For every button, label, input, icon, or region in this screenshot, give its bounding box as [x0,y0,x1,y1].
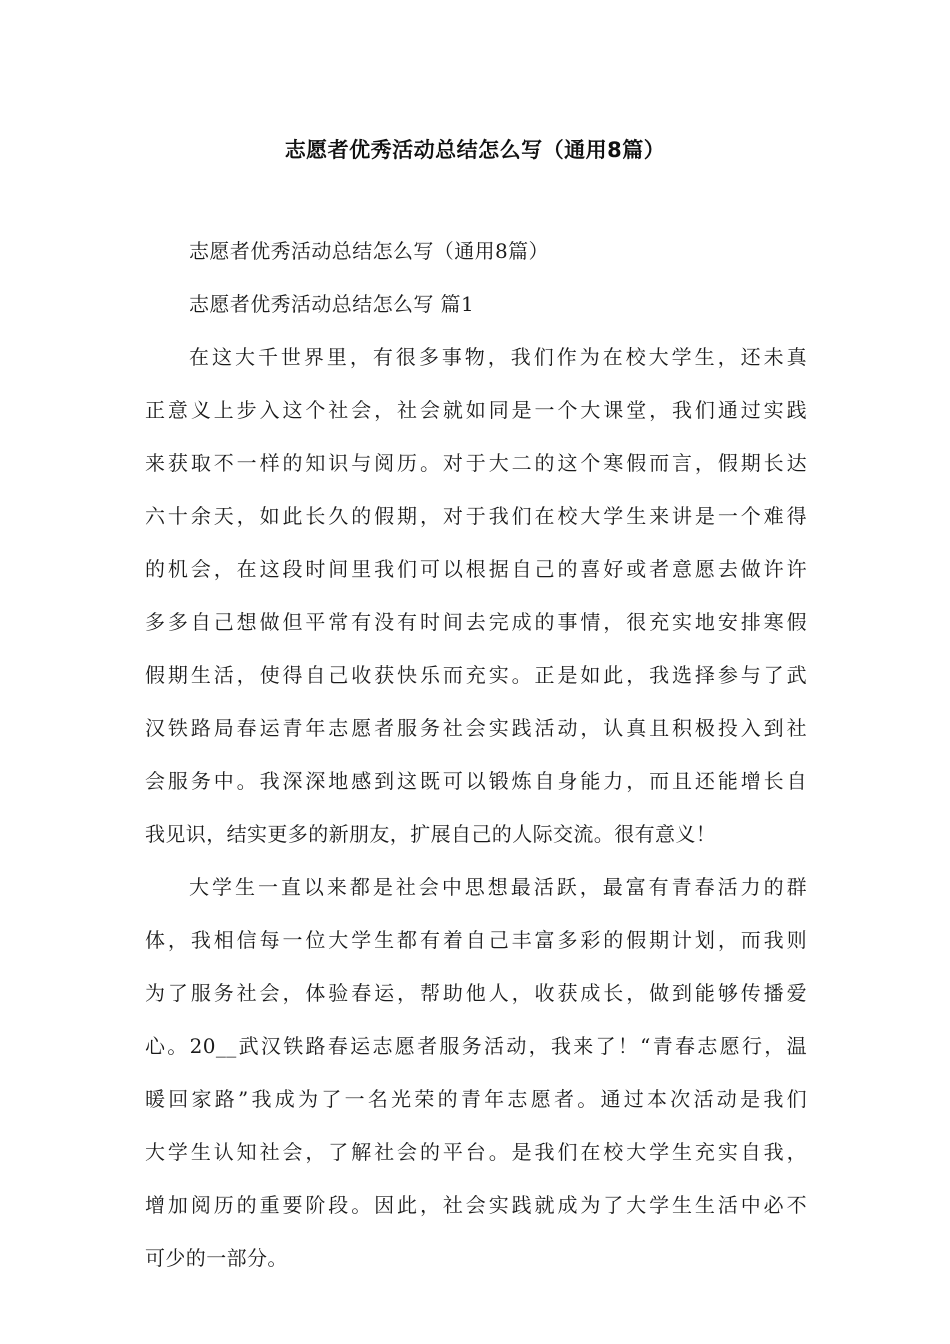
paragraph-line: 我见识，结实更多的新朋友，扩展自己的人际交流。很有意义！ [145,822,717,846]
paragraph-line: 增加阅历的重要阶段。因此，社会实践就成为了大学生生活中必不 [145,1193,807,1217]
paragraph-line: 六十余天，如此长久的假期，对于我们在校大学生来讲是一个难得 [145,504,807,528]
paragraph-1 [145,338,807,853]
paragraph-line: 在这大千世界里，有很多事物，我们作为在校大学生，还未真 [189,345,807,369]
paragraph-2 [145,868,807,1277]
document-title: 志愿者优秀活动总结怎么写（通用8篇） [284,138,666,162]
paragraph-line: 会服务中。我深深地感到这既可以锻炼自身能力，而且还能增长自 [145,769,807,793]
paragraph-line: 暖回家路”我成为了一名光荣的青年志愿者。通过本次活动是我们 [145,1087,807,1111]
paragraph-line: 大学生一直以来都是社会中思想最活跃，最富有青春活力的群 [189,875,807,899]
section-heading: 志愿者优秀活动总结怎么写 篇1 [189,292,475,316]
paragraph-line: 体，我相信每一位大学生都有着自己丰富多彩的假期计划，而我则 [145,928,807,952]
paragraph-line: 正意义上步入这个社会，社会就如同是一个大课堂，我们通过实践 [145,398,807,422]
document-subtitle: 志愿者优秀活动总结怎么写（通用8篇） [189,239,549,263]
paragraph-line: 大学生认知社会，了解社会的平台。是我们在校大学生充实自我， [145,1140,807,1164]
paragraph-line: 假期生活，使得自己收获快乐而充实。正是如此，我选择参与了武 [145,663,807,687]
paragraph-line: 心。20__武汉铁路春运志愿者服务活动，我来了！“青春志愿行，温 [145,1034,807,1058]
paragraph-line: 为了服务社会，体验春运，帮助他人，收获成长，做到能够传播爱 [145,981,807,1005]
document-body [145,232,807,1277]
paragraph-line: 多多自己想做但平常有没有时间去完成的事情，很充实地安排寒假 [145,610,807,634]
paragraph-line: 的机会，在这段时间里我们可以根据自己的喜好或者意愿去做许许 [145,557,807,581]
paragraph-line: 汉铁路局春运青年志愿者服务社会实践活动，认真且积极投入到社 [145,716,807,740]
paragraph-line: 来获取不一样的知识与阅历。对于大二的这个寒假而言，假期长达 [145,451,807,475]
paragraph-line: 可少的一部分。 [145,1246,288,1270]
